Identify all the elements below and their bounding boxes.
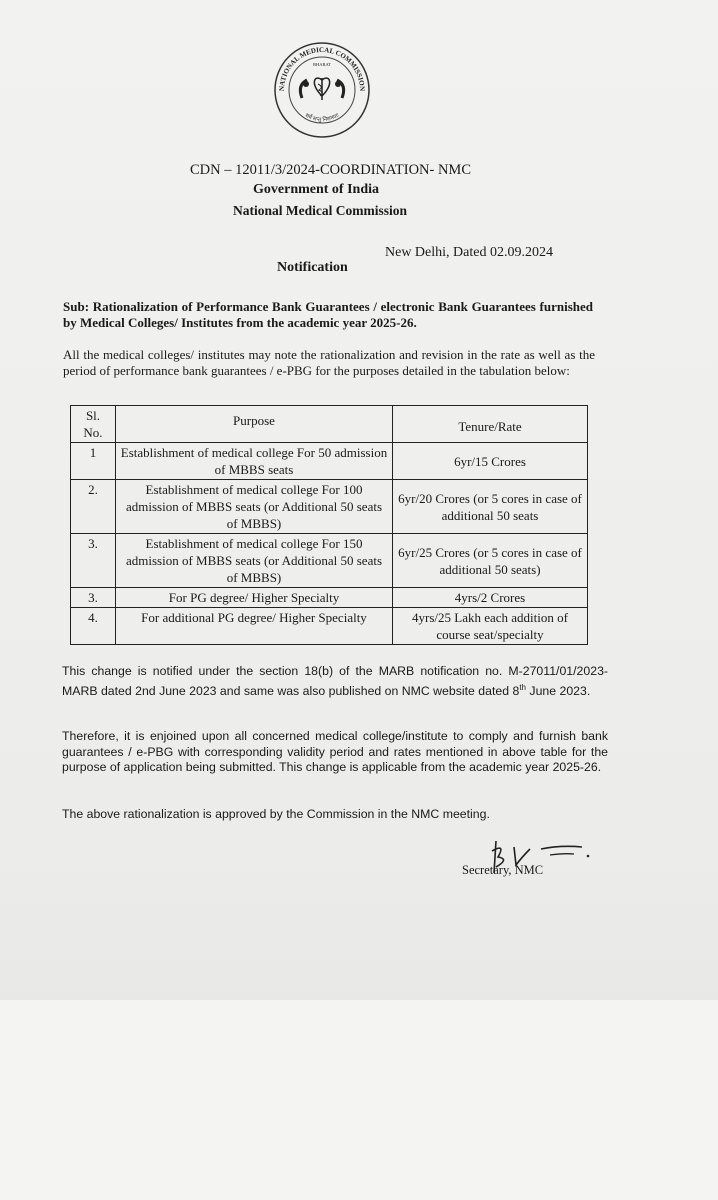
government-heading: Government of India bbox=[253, 182, 379, 197]
secretary-designation: Secretary, NMC bbox=[462, 863, 544, 877]
blank-page-bottom bbox=[0, 1000, 718, 1200]
intro-paragraph: All the medical colleges/ institutes may note the rationalization and revision in the rate as well as the period of performance bank guarantees / e-PBG for the purposes detailed in the tabulation below: bbox=[63, 347, 595, 378]
cell-sl: 3. bbox=[71, 534, 116, 588]
enjoined-paragraph: Therefore, it is enjoined upon all concerned medical college/institute to comply and furnish bank guarantees / e-PBG with corresponding validity period and rates mentioned in above table for the purpose of application being submitted. This change is applicable from the academic year 2025-26. bbox=[62, 729, 608, 774]
bank-guarantee-table bbox=[70, 405, 588, 645]
cell-tenure: 6yr/20 Crores (or 5 cores in case of additional 50 seats bbox=[393, 480, 588, 534]
cell-purpose: For additional PG degree/ Higher Specialty bbox=[116, 608, 393, 645]
reference-number: CDN – 12011/3/2024-COORDINATION- NMC bbox=[190, 162, 472, 178]
cell-purpose: Establishment of medical college For 50 admission of MBBS seats bbox=[116, 443, 393, 480]
subject-line: Sub: Rationalization of Performance Bank Guarantees / electronic Bank Guarantees furnished by Medical Colleges/ Institutes from the academic year 2025-26. bbox=[63, 299, 593, 330]
cell-tenure: 6yr/15 Crores bbox=[393, 443, 588, 480]
cell-purpose: Establishment of medical college For 100 admission of MBBS seats (or Additional 50 seats of MBBS) bbox=[116, 480, 393, 534]
paragraph-text: June 2023. bbox=[526, 683, 591, 698]
cell-sl: 4. bbox=[71, 608, 116, 645]
header-tenure-rate: Tenure/Rate bbox=[393, 406, 588, 443]
svg-text:NATIONAL MEDICAL COMMISSION: NATIONAL MEDICAL COMMISSION bbox=[277, 45, 367, 92]
nmc-emblem-logo bbox=[272, 40, 372, 140]
header-sl-no: Sl. No. bbox=[71, 406, 116, 443]
cell-sl: 2. bbox=[71, 480, 116, 534]
table-row bbox=[71, 443, 588, 480]
table-row bbox=[71, 588, 588, 608]
notification-title: Notification bbox=[277, 260, 348, 275]
svg-text:सर्वे सन्तु निरामयाः: सर्वे सन्तु निरामयाः bbox=[303, 112, 341, 124]
paragraph-text: This change is notified under the section 18(b) of the MARB notification no. M-27011/01/2023-MARB dated 2nd June 2023 and same was also published on NMC website dated 8 bbox=[62, 664, 608, 698]
cell-sl: 1 bbox=[71, 443, 116, 480]
cell-purpose: For PG degree/ Higher Specialty bbox=[116, 588, 393, 608]
cell-sl: 3. bbox=[71, 588, 116, 608]
cell-tenure: 4yrs/2 Crores bbox=[393, 588, 588, 608]
place-date: New Delhi, Dated 02.09.2024 bbox=[385, 245, 553, 260]
cell-purpose: Establishment of medical college For 150 admission of MBBS seats (or Additional 50 seats of MBBS) bbox=[116, 534, 393, 588]
ordinal-suffix: th bbox=[519, 682, 526, 692]
table-row bbox=[71, 608, 588, 645]
table-header-row bbox=[71, 406, 588, 443]
header-purpose: Purpose bbox=[116, 406, 393, 443]
marb-notification-paragraph bbox=[62, 664, 608, 699]
cell-tenure: 4yrs/25 Lakh each addition of course seat/specialty bbox=[393, 608, 588, 645]
approval-paragraph: The above rationalization is approved by the Commission in the NMC meeting. bbox=[62, 807, 490, 821]
table-row bbox=[71, 534, 588, 588]
svg-text:BHARAT: BHARAT bbox=[312, 62, 332, 67]
cell-tenure: 6yr/25 Crores (or 5 cores in case of additional 50 seats) bbox=[393, 534, 588, 588]
commission-heading: National Medical Commission bbox=[233, 203, 407, 218]
table-row bbox=[71, 480, 588, 534]
